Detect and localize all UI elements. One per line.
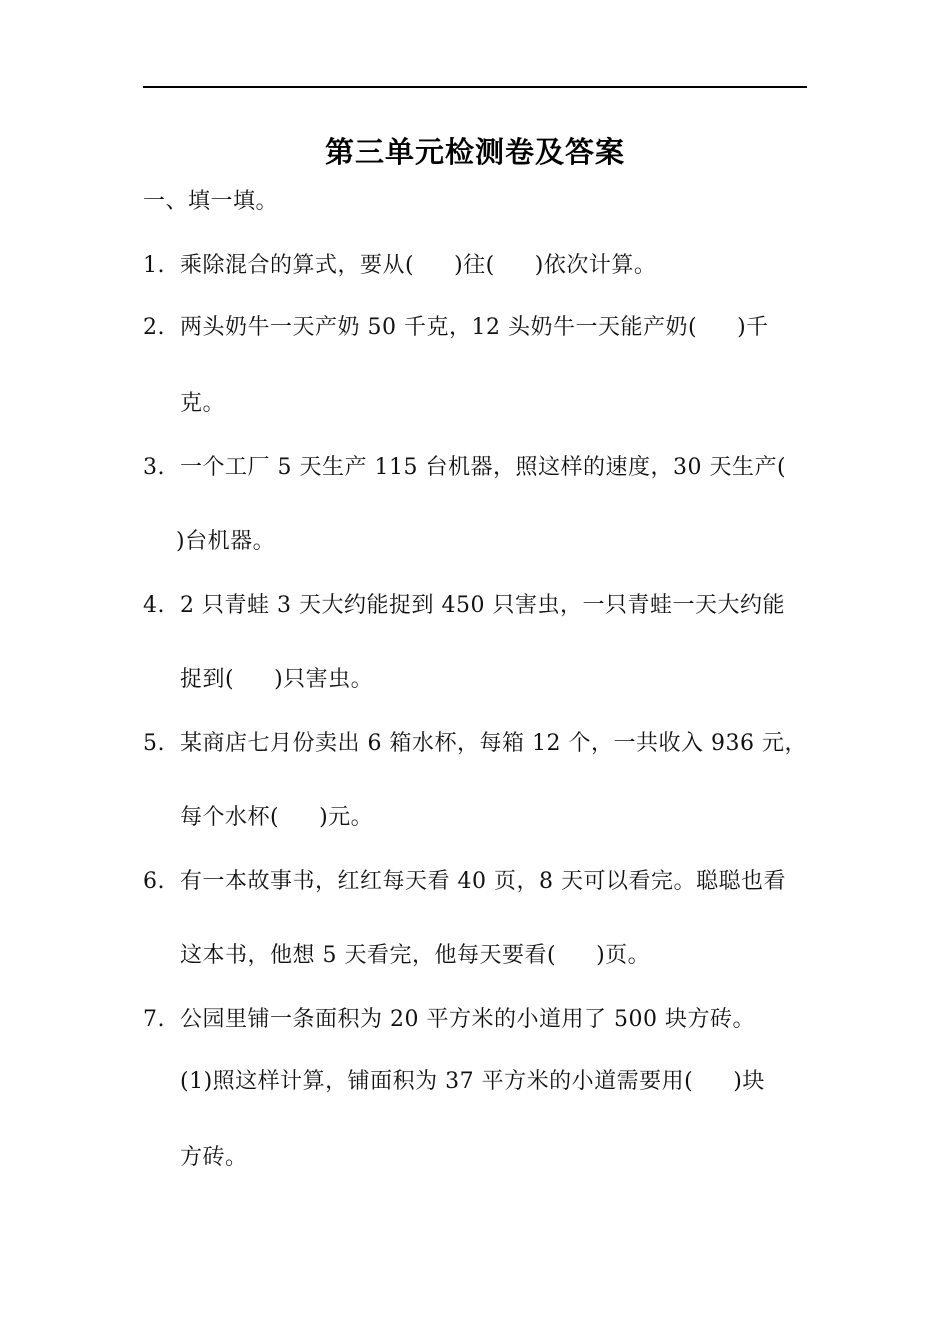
question-text: )只害虫。 <box>274 667 374 692</box>
question-number: 6. <box>143 869 165 894</box>
question-text: )台机器。 <box>176 529 276 554</box>
question-6-continuation <box>180 941 650 971</box>
question-number: 3. <box>143 455 165 480</box>
question-text: 某商店七月份卖出 6 箱水杯，每箱 12 个，一共收入 936 元， <box>180 731 807 756</box>
question-text: 有一本故事书，红红每天看 40 页，8 天可以看完。聪聪也看 <box>180 869 786 894</box>
question-text: )元。 <box>319 805 374 830</box>
question-5-continuation <box>180 803 373 833</box>
question-4-continuation <box>180 665 373 695</box>
page-title: 第三单元检测卷及答案 <box>324 135 625 169</box>
section-heading: 一、填一填。 <box>143 189 279 214</box>
question-2 <box>143 313 769 343</box>
question-text: )千 <box>737 315 769 340</box>
question-3-continuation <box>176 527 275 557</box>
question-text: 捉到( <box>180 667 235 692</box>
question-text: )往( <box>454 253 495 278</box>
question-5 <box>143 729 807 759</box>
question-text: 一个工厂 5 天生产 115 台机器，照这样的速度，30 天生产( <box>180 455 787 480</box>
question-text: )页。 <box>596 943 651 968</box>
header-rule <box>143 86 807 88</box>
question-text: 2 只青蛙 3 天大约能捉到 450 只害虫，一只青蛙一天大约能 <box>180 593 785 618</box>
question-7-sub-1 <box>180 1067 765 1097</box>
question-number: 1. <box>143 253 165 278</box>
question-7-sub-1-continuation: 方砖。 <box>180 1145 248 1170</box>
question-3 <box>143 453 786 483</box>
question-text: 每个水杯( <box>180 805 280 830</box>
question-number: 4. <box>143 593 165 618</box>
question-number: 2. <box>143 315 165 340</box>
question-text: 乘除混合的算式，要从( <box>180 253 415 278</box>
question-2-continuation: 克。 <box>180 391 226 416</box>
question-text: 这本书，他想 5 天看完，他每天要看( <box>180 943 557 968</box>
question-text: )依次计算。 <box>534 253 657 278</box>
question-text: (1)照这样计算，铺面积为 37 平方米的小道需要用( <box>180 1069 694 1094</box>
question-number: 7. <box>143 1007 165 1032</box>
question-text: 两头奶牛一天产奶 50 千克，12 头奶牛一天能产奶( <box>180 315 698 340</box>
question-7 <box>143 1005 755 1035</box>
question-number: 5. <box>143 731 165 756</box>
question-4 <box>143 591 785 621</box>
question-text: 公园里铺一条面积为 20 平方米的小道用了 500 块方砖。 <box>180 1007 755 1032</box>
question-6 <box>143 867 786 897</box>
question-text: )块 <box>733 1069 765 1094</box>
question-1 <box>143 251 656 281</box>
